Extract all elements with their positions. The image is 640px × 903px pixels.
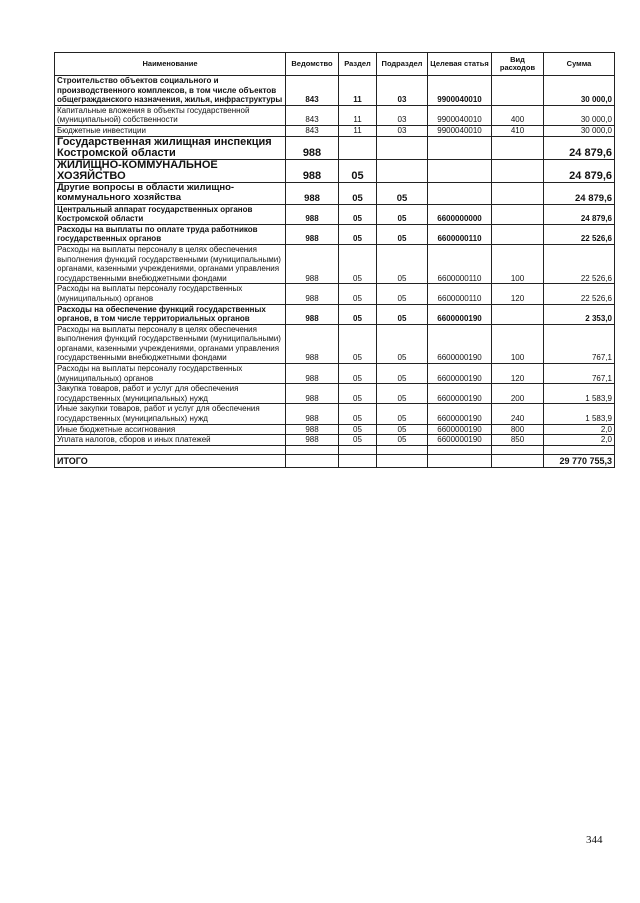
row-name: Расходы на выплаты по оплате труда работников государственных органов [55, 224, 286, 244]
table-row [55, 204, 615, 224]
row-amount: 1 583,9 [544, 404, 615, 424]
total-label: ИТОГО [55, 454, 286, 467]
row-exp-type [492, 204, 544, 224]
table-row [55, 244, 615, 283]
header-subsection: Подраздел [377, 53, 428, 76]
row-amount: 24 879,6 [544, 159, 615, 182]
row-subsection: 03 [377, 76, 428, 106]
row-amount: 30 000,0 [544, 125, 615, 136]
header-exp-type: Вид расходов [492, 53, 544, 76]
row-name: Расходы на выплаты персоналу государственных (муниципальных) органов [55, 284, 286, 304]
row-amount: 24 879,6 [544, 204, 615, 224]
row-dept: 988 [286, 182, 339, 204]
row-target: 6600000190 [428, 435, 492, 446]
table-row [55, 364, 615, 384]
table-row [55, 404, 615, 424]
row-exp-type: 800 [492, 424, 544, 435]
row-exp-type: 240 [492, 404, 544, 424]
row-section: 05 [339, 204, 377, 224]
row-dept: 843 [286, 105, 339, 125]
row-dept: 988 [286, 424, 339, 435]
row-name: Расходы на выплаты персоналу в целях обеспечения выполнения функций государственными (муниципальными) органами, казенными учреждениями, органами управления государственными внебюджетными фондами [55, 244, 286, 283]
row-target: 6600000110 [428, 284, 492, 304]
row-subsection: 05 [377, 364, 428, 384]
row-exp-type [492, 182, 544, 204]
table-row [55, 136, 615, 159]
row-amount: 30 000,0 [544, 105, 615, 125]
table-header-row [55, 53, 615, 76]
row-subsection [377, 159, 428, 182]
row-dept: 843 [286, 125, 339, 136]
row-name: Другие вопросы в области жилищно-коммунального хозяйства [55, 182, 286, 204]
row-amount: 30 000,0 [544, 76, 615, 106]
row-dept: 988 [286, 244, 339, 283]
row-section: 05 [339, 424, 377, 435]
header-name: Наименование [55, 53, 286, 76]
total-amount: 29 770 755,3 [544, 454, 615, 467]
row-exp-type [492, 224, 544, 244]
row-amount: 22 526,6 [544, 224, 615, 244]
table-row [55, 304, 615, 324]
table-row [55, 105, 615, 125]
row-dept: 988 [286, 224, 339, 244]
row-target [428, 136, 492, 159]
row-name: Капитальные вложения в объекты государственной (муниципальной) собственности [55, 105, 286, 125]
row-target: 6600000000 [428, 204, 492, 224]
row-exp-type: 100 [492, 324, 544, 363]
row-amount: 1 583,9 [544, 384, 615, 404]
row-section: 05 [339, 182, 377, 204]
row-target: 6600000190 [428, 364, 492, 384]
row-amount: 22 526,6 [544, 284, 615, 304]
row-amount: 24 879,6 [544, 182, 615, 204]
row-section: 05 [339, 384, 377, 404]
row-subsection: 05 [377, 284, 428, 304]
row-name: Иные бюджетные ассигнования [55, 424, 286, 435]
row-exp-type [492, 304, 544, 324]
row-section: 05 [339, 324, 377, 363]
row-dept: 988 [286, 324, 339, 363]
row-subsection: 05 [377, 384, 428, 404]
row-name: Расходы на выплаты персоналу государственных (муниципальных) органов [55, 364, 286, 384]
row-target: 9900040010 [428, 76, 492, 106]
row-subsection: 05 [377, 244, 428, 283]
table-row [55, 384, 615, 404]
table-row [55, 424, 615, 435]
row-amount: 2,0 [544, 435, 615, 446]
row-dept: 988 [286, 159, 339, 182]
row-name: ЖИЛИЩНО-КОММУНАЛЬНОЕ ХОЗЯЙСТВО [55, 159, 286, 182]
row-dept: 988 [286, 304, 339, 324]
row-amount: 2 353,0 [544, 304, 615, 324]
row-dept: 843 [286, 76, 339, 106]
table-row [55, 76, 615, 106]
row-subsection: 05 [377, 204, 428, 224]
row-name: Иные закупки товаров, работ и услуг для обеспечения государственных (муниципальных) нужд [55, 404, 286, 424]
table-row [55, 435, 615, 446]
row-target: 6600000190 [428, 404, 492, 424]
row-section: 05 [339, 159, 377, 182]
blank-row [55, 445, 615, 454]
row-dept: 988 [286, 435, 339, 446]
row-subsection: 05 [377, 304, 428, 324]
row-target: 9900040010 [428, 105, 492, 125]
header-section: Раздел [339, 53, 377, 76]
row-target: 6600000190 [428, 304, 492, 324]
row-subsection: 05 [377, 324, 428, 363]
row-section: 05 [339, 364, 377, 384]
row-section: 05 [339, 435, 377, 446]
row-subsection: 05 [377, 404, 428, 424]
row-exp-type: 100 [492, 244, 544, 283]
row-amount: 2,0 [544, 424, 615, 435]
row-exp-type [492, 159, 544, 182]
row-name: Расходы на обеспечение функций государственных органов, в том числе территориальных органов [55, 304, 286, 324]
row-subsection: 05 [377, 435, 428, 446]
row-section: 05 [339, 404, 377, 424]
budget-table [54, 52, 615, 468]
header-amount: Сумма [544, 53, 615, 76]
row-name: Расходы на выплаты персоналу в целях обеспечения выполнения функций государственными (муниципальными) органами, казенными учреждениями, органами управления государственными внебюджетными фондами [55, 324, 286, 363]
row-target: 6600000190 [428, 424, 492, 435]
row-subsection: 05 [377, 424, 428, 435]
row-dept: 988 [286, 284, 339, 304]
row-exp-type: 120 [492, 284, 544, 304]
row-dept: 988 [286, 136, 339, 159]
row-target: 9900040010 [428, 125, 492, 136]
table-row [55, 125, 615, 136]
row-subsection: 05 [377, 182, 428, 204]
row-name: Государственная жилищная инспекция Костромской области [55, 136, 286, 159]
row-name: Закупка товаров, работ и услуг для обеспечения государственных (муниципальных) нужд [55, 384, 286, 404]
total-row [55, 454, 615, 467]
row-name: Строительство объектов социального и производственного комплексов, в том числе объектов общегражданского назначения, жилья, инфраструктуры [55, 76, 286, 106]
row-target [428, 159, 492, 182]
row-amount: 24 879,6 [544, 136, 615, 159]
table-row [55, 284, 615, 304]
row-name: Бюджетные инвестиции [55, 125, 286, 136]
row-section: 11 [339, 76, 377, 106]
row-subsection: 03 [377, 125, 428, 136]
row-exp-type [492, 136, 544, 159]
row-dept: 988 [286, 204, 339, 224]
row-section: 05 [339, 224, 377, 244]
table-row [55, 182, 615, 204]
page-number: 344 [586, 834, 603, 846]
row-exp-type: 850 [492, 435, 544, 446]
row-exp-type: 410 [492, 125, 544, 136]
row-target: 6600000190 [428, 384, 492, 404]
row-exp-type: 200 [492, 384, 544, 404]
row-section: 05 [339, 304, 377, 324]
row-amount: 767,1 [544, 324, 615, 363]
table-row [55, 224, 615, 244]
row-subsection [377, 136, 428, 159]
row-name: Центральный аппарат государственных органов Костромской области [55, 204, 286, 224]
row-subsection: 03 [377, 105, 428, 125]
row-target: 6600000190 [428, 324, 492, 363]
row-exp-type: 120 [492, 364, 544, 384]
row-exp-type: 400 [492, 105, 544, 125]
header-target: Целевая статья [428, 53, 492, 76]
row-dept: 988 [286, 384, 339, 404]
row-section [339, 136, 377, 159]
row-section: 05 [339, 284, 377, 304]
row-target: 6600000110 [428, 244, 492, 283]
row-amount: 22 526,6 [544, 244, 615, 283]
row-amount: 767,1 [544, 364, 615, 384]
row-target: 6600000110 [428, 224, 492, 244]
row-section: 11 [339, 105, 377, 125]
row-exp-type [492, 76, 544, 106]
row-subsection: 05 [377, 224, 428, 244]
row-section: 05 [339, 244, 377, 283]
row-target [428, 182, 492, 204]
table-row [55, 324, 615, 363]
row-dept: 988 [286, 404, 339, 424]
header-dept: Ведомство [286, 53, 339, 76]
row-dept: 988 [286, 364, 339, 384]
row-name: Уплата налогов, сборов и иных платежей [55, 435, 286, 446]
table-row [55, 159, 615, 182]
row-section: 11 [339, 125, 377, 136]
